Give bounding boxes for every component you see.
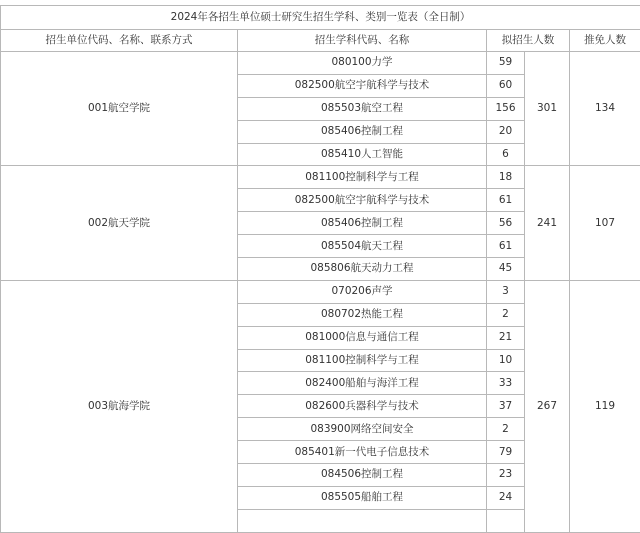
subject-cell: 085504航天工程: [238, 235, 487, 258]
subject-cell: 085503航空工程: [238, 97, 487, 120]
subject-cell: 085505船舶工程: [238, 486, 487, 509]
table-row: [1, 166, 640, 189]
subject-cell: 085806航天动力工程: [238, 258, 487, 281]
header-row: [1, 30, 640, 52]
unit-name-cell: 002航天学院: [1, 166, 238, 280]
total-cell: 267: [525, 280, 570, 532]
table-row: [1, 52, 640, 75]
count-cell: 61: [487, 235, 525, 258]
table-row: [1, 280, 640, 303]
subject-cell: 085410人工智能: [238, 143, 487, 166]
subject-cell: 085406控制工程: [238, 120, 487, 143]
subject-cell: 081100控制科学与工程: [238, 166, 487, 189]
count-cell: 21: [487, 326, 525, 349]
total-cell: 241: [525, 166, 570, 280]
count-cell: 6: [487, 143, 525, 166]
header-planned: 拟招生人数: [487, 30, 570, 52]
total-cell: 301: [525, 52, 570, 166]
subject-cell: [238, 509, 487, 532]
subject-cell: 084506控制工程: [238, 464, 487, 487]
subject-cell: 082500航空宇航科学与技术: [238, 74, 487, 97]
count-cell: 60: [487, 74, 525, 97]
unit-name-cell: 001航空学院: [1, 52, 238, 166]
subject-cell: 082500航空宇航科学与技术: [238, 189, 487, 212]
count-cell: 20: [487, 120, 525, 143]
subject-cell: 085406控制工程: [238, 212, 487, 235]
header-unit: 招生单位代码、名称、联系方式: [1, 30, 238, 52]
subject-cell: 085401新一代电子信息技术: [238, 441, 487, 464]
unit-name-cell: 003航海学院: [1, 280, 238, 532]
header-subject: 招生学科代码、名称: [238, 30, 487, 52]
subject-cell: 081000信息与通信工程: [238, 326, 487, 349]
count-cell: 33: [487, 372, 525, 395]
count-cell: 56: [487, 212, 525, 235]
count-cell: 24: [487, 486, 525, 509]
subject-cell: 082600兵器科学与技术: [238, 395, 487, 418]
exempt-cell: 119: [570, 280, 640, 532]
title-row: [1, 6, 640, 30]
subject-cell: 083900网络空间安全: [238, 418, 487, 441]
count-cell: 10: [487, 349, 525, 372]
count-cell: 61: [487, 189, 525, 212]
count-cell: 2: [487, 303, 525, 326]
count-cell: [487, 509, 525, 532]
count-cell: 2: [487, 418, 525, 441]
count-cell: 59: [487, 52, 525, 75]
table-title: 2024年各招生单位硕士研究生招生学科、类别一览表（全日制）: [1, 6, 640, 30]
exempt-cell: 107: [570, 166, 640, 280]
subject-cell: 080100力学: [238, 52, 487, 75]
subject-cell: 080702热能工程: [238, 303, 487, 326]
subject-cell: 082400船舶与海洋工程: [238, 372, 487, 395]
count-cell: 37: [487, 395, 525, 418]
count-cell: 79: [487, 441, 525, 464]
table-body: [1, 6, 640, 533]
count-cell: 18: [487, 166, 525, 189]
count-cell: 23: [487, 464, 525, 487]
exempt-cell: 134: [570, 52, 640, 166]
header-exempt: 推免人数: [570, 30, 640, 52]
subject-cell: 070206声学: [238, 280, 487, 303]
count-cell: 156: [487, 97, 525, 120]
enrollment-table: [0, 5, 640, 533]
count-cell: 45: [487, 258, 525, 281]
subject-cell: 081100控制科学与工程: [238, 349, 487, 372]
count-cell: 3: [487, 280, 525, 303]
